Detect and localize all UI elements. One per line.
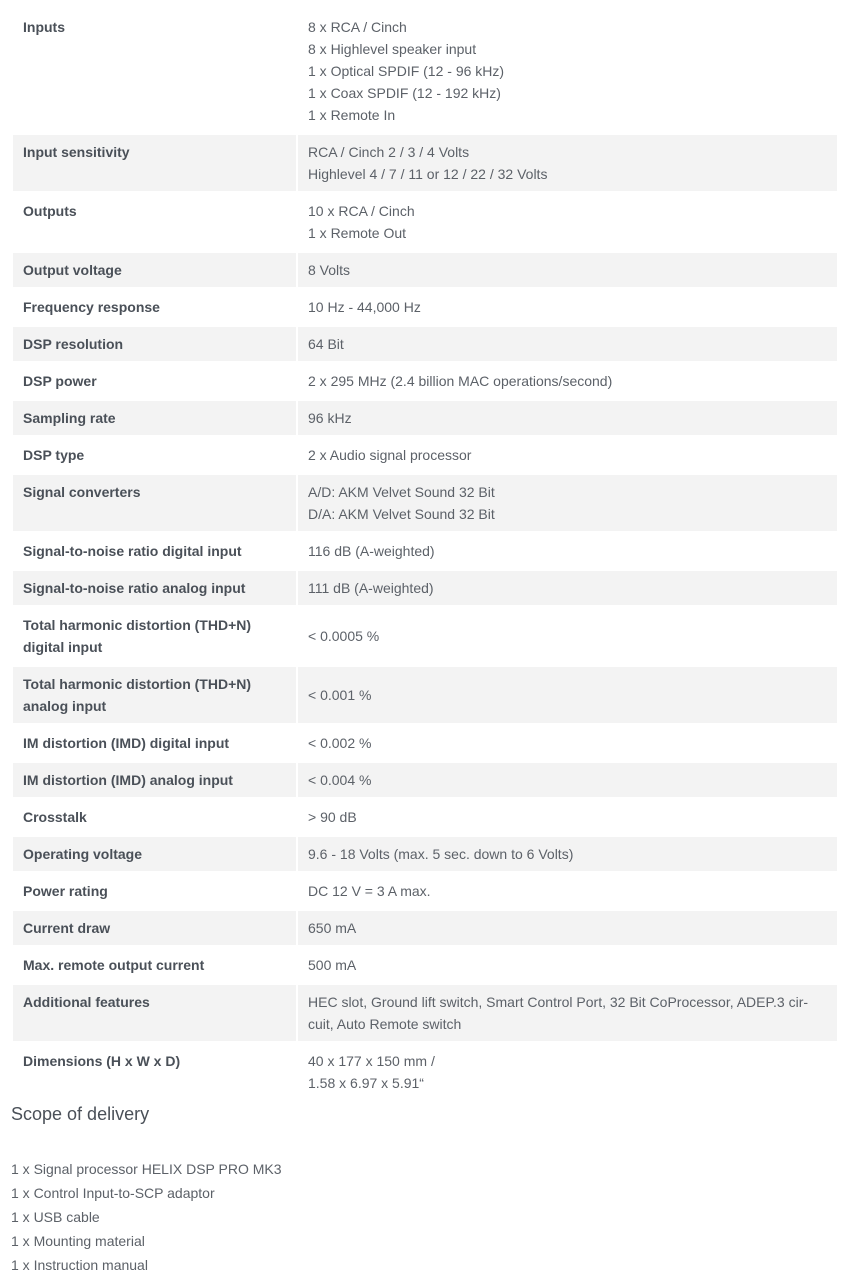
- scope-item: 1 x Control Input-to-SCP adaptor: [11, 1185, 215, 1201]
- spec-label: Crosstalk: [13, 800, 296, 834]
- spec-value-line: 111 dB (A-weighted): [308, 580, 434, 596]
- spec-value: [298, 726, 837, 760]
- spec-value-line: 10 Hz - 44,000 Hz: [308, 299, 421, 315]
- spec-value: [298, 364, 837, 398]
- spec-label: Sampling rate: [13, 401, 296, 435]
- spec-row: [13, 327, 837, 361]
- spec-row: [13, 874, 837, 908]
- spec-label: DSP resolution: [13, 327, 296, 361]
- spec-label: Input sensitivity: [13, 135, 296, 191]
- spec-value-line: 96 kHz: [308, 410, 352, 426]
- spec-row: [13, 948, 837, 982]
- spec-value-line: 40 x 177 x 150 mm /: [308, 1053, 435, 1069]
- spec-value-line: > 90 dB: [308, 809, 357, 825]
- spec-row: [13, 290, 837, 324]
- spec-label: Output voltage: [13, 253, 296, 287]
- spec-value-line: 2 x 295 MHz (2.4 billion MAC operations/second): [308, 373, 613, 389]
- spec-value-line: < 0.0005 %: [308, 628, 380, 644]
- spec-value: [298, 194, 837, 250]
- scope-item: 1 x Signal processor HELIX DSP PRO MK3: [11, 1161, 282, 1177]
- spec-label: Power rating: [13, 874, 296, 908]
- spec-value-line: 8 x RCA / Cinch: [308, 19, 407, 35]
- spec-row: [13, 475, 837, 531]
- spec-label: Outputs: [13, 194, 296, 250]
- spec-row: [13, 401, 837, 435]
- spec-label: DSP type: [13, 438, 296, 472]
- spec-value: [298, 763, 837, 797]
- spec-value-line: 500 mA: [308, 957, 357, 973]
- spec-label: Total harmonic distortion (THD+N) digital input: [13, 608, 296, 664]
- scope-item: 1 x USB cable: [11, 1209, 100, 1225]
- spec-row: [13, 135, 837, 191]
- spec-label: Frequency response: [13, 290, 296, 324]
- spec-value-line: A/D: AKM Velvet Sound 32 Bit: [308, 484, 495, 500]
- spec-label: Max. remote output current: [13, 948, 296, 982]
- spec-label: Dimensions (H x W x D): [13, 1044, 296, 1100]
- specs-table-body: [13, 10, 837, 1100]
- spec-label: Signal-to-noise ratio analog input: [13, 571, 296, 605]
- spec-label: DSP power: [13, 364, 296, 398]
- spec-value-line: 8 x Highlevel speaker input: [308, 41, 477, 57]
- spec-row: [13, 837, 837, 871]
- spec-row: [13, 667, 837, 723]
- spec-value: [298, 253, 837, 287]
- spec-value-line: Highlevel 4 / 7 / 11 or 12 / 22 / 32 Volts: [308, 166, 548, 182]
- spec-label: Total harmonic distortion (THD+N) analog input: [13, 667, 296, 723]
- spec-row: [13, 194, 837, 250]
- spec-row: [13, 1044, 837, 1100]
- spec-value-line: 1 x Coax SPDIF (12 - 192 kHz): [308, 85, 501, 101]
- spec-value-line: cuit, Auto Remote switch: [308, 1016, 462, 1032]
- spec-value-line: 116 dB (A-weighted): [308, 543, 435, 559]
- spec-value: [298, 327, 837, 361]
- spec-value-line: 1.58 x 6.97 x 5.91“: [308, 1075, 424, 1091]
- spec-row: [13, 10, 837, 132]
- spec-value: [298, 290, 837, 324]
- spec-value: [298, 911, 837, 945]
- spec-value-line: < 0.001 %: [308, 687, 372, 703]
- spec-value-line: 9.6 - 18 Volts (max. 5 sec. down to 6 Volts): [308, 846, 574, 862]
- scope-item: 1 x Instruction manual: [11, 1257, 148, 1273]
- spec-value-line: DC 12 V = 3 A max.: [308, 883, 431, 899]
- spec-value-line: 650 mA: [308, 920, 357, 936]
- spec-label: Inputs: [13, 10, 296, 132]
- spec-row: [13, 364, 837, 398]
- spec-value: [298, 475, 837, 531]
- spec-label: Current draw: [13, 911, 296, 945]
- spec-row: [13, 763, 837, 797]
- spec-row: [13, 608, 837, 664]
- spec-label: IM distortion (IMD) digital input: [13, 726, 296, 760]
- spec-value-line: D/A: AKM Velvet Sound 32 Bit: [308, 506, 495, 522]
- spec-value-line: < 0.004 %: [308, 772, 372, 788]
- spec-label: IM distortion (IMD) analog input: [13, 763, 296, 797]
- spec-label: Signal converters: [13, 475, 296, 531]
- spec-value: [298, 667, 837, 723]
- scope-item: 1 x Mounting material: [11, 1233, 145, 1249]
- spec-value: [298, 874, 837, 908]
- spec-row: [13, 800, 837, 834]
- spec-row: [13, 438, 837, 472]
- spec-value-line: 2 x Audio signal processor: [308, 447, 472, 463]
- spec-label: Operating voltage: [13, 837, 296, 871]
- spec-value-line: 1 x Remote In: [308, 107, 396, 123]
- spec-label: Signal-to-noise ratio digital input: [13, 534, 296, 568]
- spec-label: Additional features: [13, 985, 296, 1041]
- spec-row: [13, 726, 837, 760]
- spec-value-line: 8 Volts: [308, 262, 351, 278]
- spec-row: [13, 911, 837, 945]
- spec-value-line: 64 Bit: [308, 336, 344, 352]
- spec-value: [298, 401, 837, 435]
- spec-value: [298, 800, 837, 834]
- spec-row: [13, 985, 837, 1041]
- spec-value: [298, 571, 837, 605]
- spec-value-line: 1 x Optical SPDIF (12 - 96 kHz): [308, 63, 505, 79]
- spec-value-line: 1 x Remote Out: [308, 225, 407, 241]
- spec-value: [298, 837, 837, 871]
- spec-value: [298, 985, 837, 1041]
- spec-row: [13, 253, 837, 287]
- specs-table: [11, 7, 839, 1103]
- spec-value: [298, 1044, 837, 1100]
- spec-value: [298, 10, 837, 132]
- scope-of-delivery-heading: Scope of delivery: [11, 1104, 150, 1124]
- scope-of-delivery-list: [11, 1157, 282, 1277]
- spec-value: [298, 534, 837, 568]
- spec-value: [298, 608, 837, 664]
- spec-value: [298, 135, 837, 191]
- spec-value: [298, 438, 837, 472]
- spec-value-line: < 0.002 %: [308, 735, 372, 751]
- spec-value-line: 10 x RCA / Cinch: [308, 203, 415, 219]
- spec-row: [13, 534, 837, 568]
- spec-value: [298, 948, 837, 982]
- spec-value-line: RCA / Cinch 2 / 3 / 4 Volts: [308, 144, 470, 160]
- spec-value-line: HEC slot, Ground lift switch, Smart Control Port, 32 Bit CoProcessor, ADEP.3 cir-: [308, 994, 809, 1010]
- spec-row: [13, 571, 837, 605]
